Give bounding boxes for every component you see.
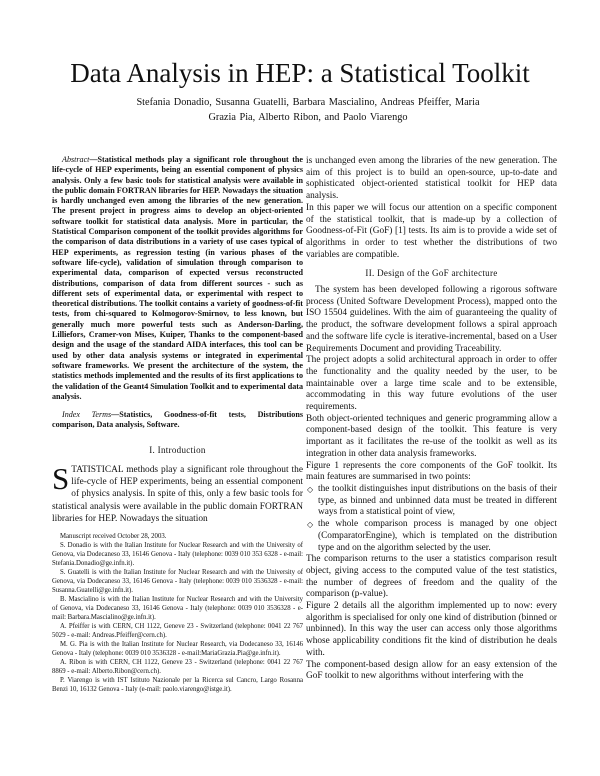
- footnote: A. Ribon is with CERN, CH 1122, Geneve 23 - Switzerland (telephone: 0041 22 767 8869 - e-mail: Alberto.Ribon@cern.ch).: [52, 658, 303, 675]
- left-column: [52, 155, 303, 694]
- paragraph: The system has been developed following a rigorous software process (United Software Development Process), mapped onto the ISO 15504 guidelines. With the aim of guaranteeing the quality of the product, the software development follows a spiral approach and the software life cycle is iterative-incremental, based on a User Requirements Document and providing Traceability.: [306, 285, 557, 354]
- drop-cap: S: [52, 460, 70, 496]
- feature-list: [306, 484, 557, 554]
- footnote: S. Donadio is with the Italian Institute for Nuclear Research and with the University of Genova, via Dodecaneso 33, 16146 Genova - Italy (telephone: 0039 010 353 6328 - e-mail: Stefania.Donadio@ge.infn.it).: [52, 541, 303, 567]
- authors-line-2: Grazia Pia, Alberto Ribon, and Paolo Viarengo: [208, 112, 408, 123]
- section-heading-design: II. Design of the GoF architecture: [365, 268, 498, 279]
- index-terms-label: Index Terms: [62, 410, 112, 420]
- footnote: P. Viarengo is with IST Istituto Nazionale per la Ricerca sul Cancro, Largo Rosanna Benzi 10, 16132 Genova - Italy (e-mail: paolo.viarengo@istge.it).: [52, 676, 303, 693]
- paragraph: Figure 2 details all the algorithm implemented up to now: every algorithm is specialised for only one kind of distribution (binned or unbinned). In this way the user can access only those algorithms whose applicability conditions fit the kind of distribution he deals with.: [306, 601, 557, 658]
- intro-lead: TATISTICAL: [71, 464, 124, 475]
- footnote: A. Pfeiffer is with CERN, CH 1122, Geneve 23 - Switzerland (telephone: 0041 22 767 5029 - e-mail: Andreas.Pfeiffer@cern.ch).: [52, 622, 303, 639]
- footnote: M. G. Pia is with the Italian Institute for Nuclear Research, via Dodecaneso 33, 16146 Genova - Italy (telephone: 0039 010 3536328 - e-mail:MariaGrazia.Pia@ge.infn.it).: [52, 640, 303, 657]
- paragraph: In this paper we will focus our attention on a specific component of the statistical toolkit, that is made-up by a collection of Goodness-of-Fit (GoF) [1] tests. Its aim is to provide a wide set of algorithms in order to test whether the distributions of two variables are compatible.: [306, 202, 557, 260]
- paragraph: is unchanged even among the libraries of the new generation. The aim of this project is to build an open-source, up-to-date and sophisticated object-oriented statistical toolkit for HEP data analysis.: [306, 156, 557, 202]
- intro-text: methods play a significant role throughout the life-cycle of HEP experiments, being an essential component of physics analysis. In spite of this, only a few basic tools for statistical analysis were available in the public domain FORTRAN libraries for HEP. Nowadays the situation: [52, 464, 303, 524]
- paragraph: The comparison returns to the user a statistics comparison result object, giving access to the computed value of the test statistics, the number of degrees of freedom and the quality of the comparison (p-value).: [306, 554, 557, 600]
- index-terms: Index Terms—Statistics, Goodness-of-fit tests, Distributions comparison, Data analysis, Software.: [52, 410, 303, 430]
- index-terms-text: Statistics, Goodness-of-fit tests, Distributions comparison, Data analysis, Software.: [52, 410, 303, 430]
- footnote: S. Guatelli is with the Italian Institute for Nuclear Research and with the University of Genova, via Dodecaneso 33, 16146 Genova - Italy (telephone: 0039 010 3536328 - e-mail: Susanna.Guatelli@ge.infn.it).: [52, 568, 303, 594]
- list-item: ◇ the whole comparison process is managed by one object (ComparatorEngine), which is templated on the distribution type and on the algorithm selected by the user.: [318, 519, 557, 554]
- abstract-text: Statistical methods play a significant role throughout the life-cycle of HEP experiments, being an essential component of physics analysis. Only a few basic tools for statistical analysis were available in the public domain FORTRAN libraries for HEP. Nowadays the situation is hardly unchanged even among the libraries of the new generation. The present project in progress aims to develop an object-oriented software toolkit for statistical data analysis. More in particular, the Statistical Comparison component of the toolkit provides algorithms for the comparison of data distributions in a variety of use cases typical of HEP experiments, as regression testing (in various phases of the software life-cycle), validation of simulation through comparison to experimental data, comparison of expected versus reconstructed distributions, comparison of data from different sources - such as different sets of experimental data, or experimental with respect to theoretical distributions. The toolkit contains a variety of goodness-of-fit tests, from chi-squared to Kolmogorov-Smirnov, to less known, but generally much more powerful tests such as Anderson-Darling, Lilliefors, Cramer-von Mises, Kuiper, Thanks to the component-based design and the usage of the standard AIDA interfaces, this tool can be used by other data analysis systems or integrated in experimental software frameworks. We present the architecture of the system, the statistics methods implemented and the results of its first applications to the validation of the Geant4 Simulation Toolkit and to experimental data analysis.: [52, 155, 303, 401]
- footnotes: [52, 532, 303, 694]
- abstract-label: Abstract: [62, 155, 90, 164]
- paragraph: The component-based design allow for an easy extension of the GoF toolkit to new algorithms without interfering with the: [306, 659, 557, 682]
- list-item: ◇ the toolkit distinguishes input distributions on the basis of their type, as binned and unbinned data must be treated in different ways from a statistical point of view,: [318, 484, 557, 519]
- paragraph: Figure 1 represents the core components of the GoF toolkit. Its main features are summarised in two points:: [306, 460, 557, 483]
- footnote: Manuscript received October 28, 2003.: [60, 532, 167, 540]
- section-heading-introduction: I. Introduction: [149, 444, 206, 455]
- footnote: B. Mascialino is with the Italian Institute for Nuclear Research and with the University of Genova, via Dodecaneso 33, 16146 Genova - Italy (telephone: 0039 010 3536328 - e-mail: Barbara.Mascialino@ge.infn.it).: [52, 595, 303, 621]
- author-list: [110, 95, 506, 125]
- abstract: Abstract—Statistical methods play a significant role throughout the life-cycle of HEP experiments, being an essential component of physics analysis. Only a few basic tools for statistical analysis were available in the public domain FORTRAN libraries for HEP. Nowadays the situation is hardly unchanged even among the libraries of the new generation. The present project in progress aims to develop an object-oriented software toolkit for statistical data analysis. More in particular, the Statistical Comparison component of the toolkit provides algorithms for the comparison of data distributions in a variety of use cases typical of HEP experiments, as regression testing (in various phases of the software life-cycle), validation of simulation through comparison to experimental data, comparison of expected versus reconstructed distributions, comparison of data from different sources - such as different sets of experimental data, or experimental with respect to theoretical distributions. The toolkit contains a variety of goodness-of-fit tests, from chi-squared to Kolmogorov-Smirnov, to less known, but generally much more powerful tests such as Anderson-Darling, Lilliefors, Cramer-von Mises, Kuiper, Thanks to the component-based design and the usage of the standard AIDA interfaces, this tool can be used by other data analysis systems or integrated in experimental software frameworks. We present the architecture of the system, the statistics methods implemented and the results of its first applications to the validation of the Geant4 Simulation Toolkit and to experimental data analysis.: [52, 155, 303, 401]
- paragraph: Both object-oriented techniques and generic programming allow a component-based design of the toolkit. This feature is very important as it facilitates the re-use of the toolkit as well as its integration in other data analysis frameworks.: [306, 413, 557, 459]
- introduction-paragraph: [52, 460, 303, 525]
- paper-title: Data Analysis in HEP: a Statistical Toolkit: [70, 58, 530, 88]
- authors-line-1: Stefania Donadio, Susanna Guatelli, Barbara Mascialino, Andreas Pfeiffer, Maria: [136, 97, 480, 108]
- right-column: [306, 156, 557, 683]
- paragraph: The project adopts a solid architectural approach in order to offer the functionality and the quality needed by the user, to be maintainable over a large time scale and to be extensible, accommodating in this way future evolutions of the user requirements.: [306, 355, 557, 413]
